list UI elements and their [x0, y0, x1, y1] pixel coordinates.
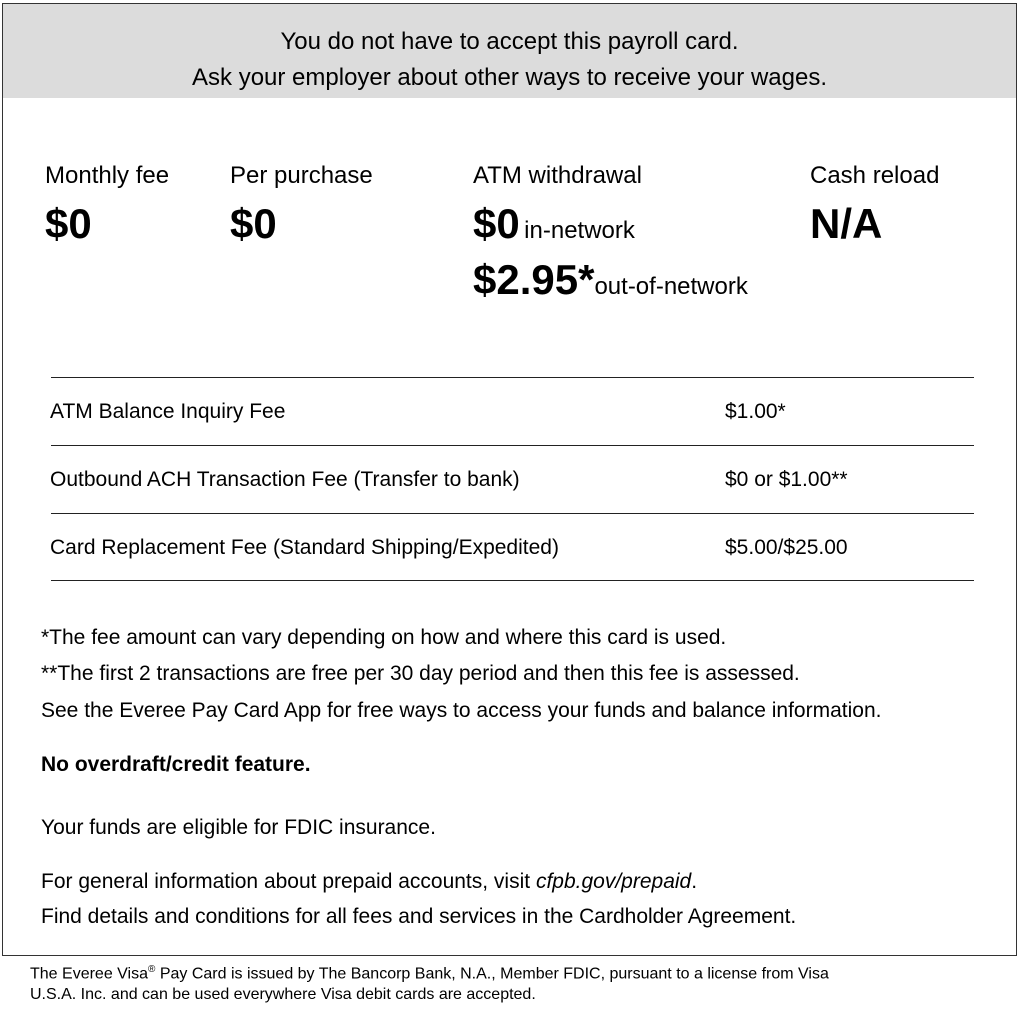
cardholder-agreement-note: Find details and conditions for all fees and services in the Cardholder Agreement.	[41, 905, 797, 928]
table-row-name: ATM Balance Inquiry Fee	[50, 400, 286, 423]
footer-text-b: Pay Card is issued by The Bancorp Bank, N.A., Member FDIC, pursuant to a license from Visa	[155, 965, 829, 983]
note-free-transactions: **The first 2 transactions are free per 30 day period and then this fee is assessed.	[41, 662, 800, 685]
table-divider	[51, 580, 974, 581]
table-divider	[51, 377, 974, 378]
general-info-line	[41, 870, 697, 894]
note-fee-varies: *The fee amount can vary depending on how and where this card is used.	[41, 626, 727, 649]
per-purchase-label: Per purchase	[230, 162, 373, 189]
banner-line-2: Ask your employer about other ways to receive your wages.	[192, 64, 827, 91]
atm-out-network-suffix: out-of-network	[594, 273, 748, 300]
table-row-value: $0 or $1.00**	[725, 468, 848, 491]
cfpb-link[interactable]: cfpb.gov/prepaid	[535, 870, 692, 893]
per-purchase-value: $0	[230, 200, 277, 247]
note-app-info: See the Everee Pay Card App for free ways to access your funds and balance information.	[41, 699, 882, 722]
footer-line-1	[30, 964, 829, 983]
atm-in-network-suffix: in-network	[524, 217, 635, 244]
footer-text-a: The Everee Visa	[30, 965, 148, 983]
general-info-prefix: For general information about prepaid accounts, visit	[41, 870, 536, 893]
atm-out-network-value: $2.95*	[473, 256, 595, 303]
cash-reload-value: N/A	[810, 200, 883, 247]
registered-mark: ®	[148, 964, 156, 975]
fdic-notice: Your funds are eligible for FDIC insurance.	[41, 816, 436, 839]
table-divider	[51, 513, 974, 514]
no-overdraft-notice: No overdraft/credit feature.	[41, 753, 311, 776]
monthly-fee-value: $0	[45, 200, 92, 247]
table-row-value: $1.00*	[725, 400, 786, 423]
table-row-value: $5.00/$25.00	[725, 536, 848, 559]
atm-withdrawal-label: ATM withdrawal	[473, 162, 642, 189]
monthly-fee-label: Monthly fee	[45, 162, 170, 189]
disclosure-banner	[3, 4, 1016, 98]
fee-disclosure-box	[2, 3, 1017, 956]
table-row-name: Outbound ACH Transaction Fee (Transfer to bank)	[50, 468, 520, 491]
footer-line-2: U.S.A. Inc. and can be used everywhere Visa debit cards are accepted.	[30, 986, 536, 1003]
atm-out-network	[473, 256, 748, 304]
atm-in-network-value: $0	[473, 200, 520, 247]
banner-line-1: You do not have to accept this payroll card.	[280, 28, 739, 55]
table-divider	[51, 445, 974, 446]
table-row-name: Card Replacement Fee (Standard Shipping/Expedited)	[50, 536, 559, 559]
cash-reload-label: Cash reload	[810, 162, 940, 189]
general-info-suffix: .	[691, 870, 698, 893]
atm-in-network	[473, 200, 635, 248]
